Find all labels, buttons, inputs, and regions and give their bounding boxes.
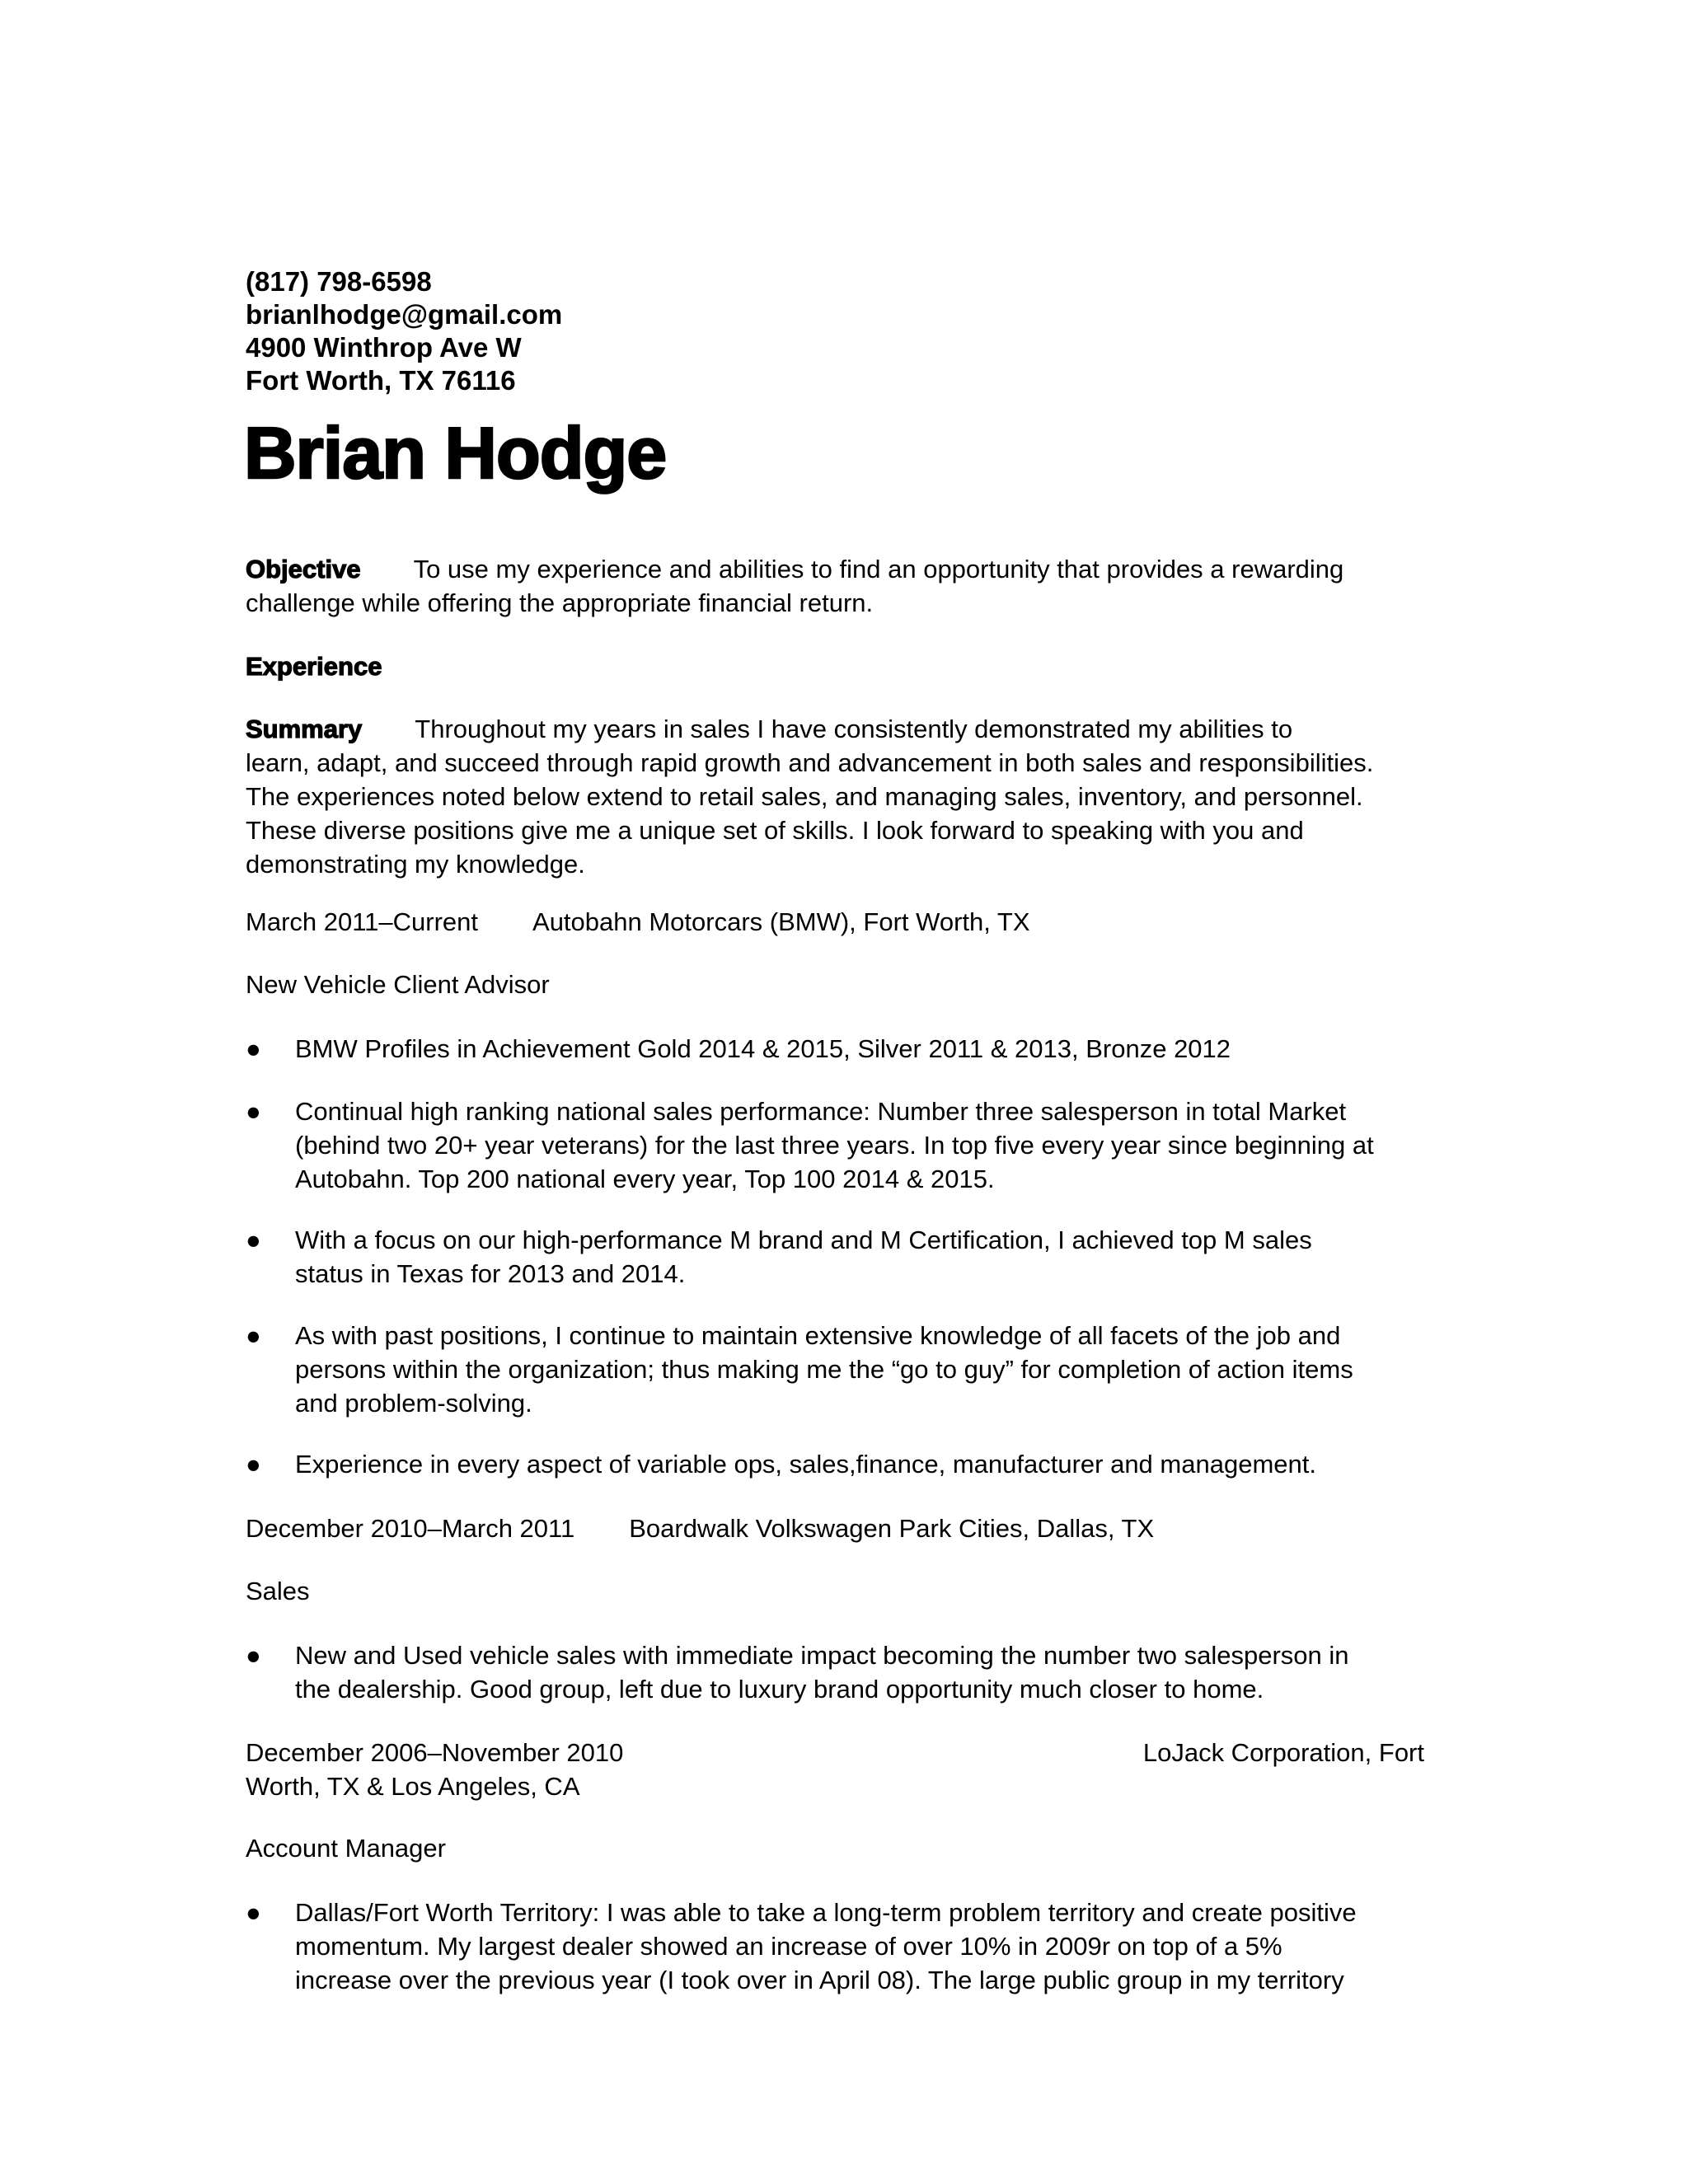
- bullet-text-line: As with past positions, I continue to maintain extensive knowledge of all facets of the job and: [295, 1321, 1341, 1350]
- objective-text-line: To use my experience and abilities to find an opportunity that provides a rewarding: [413, 555, 1344, 583]
- bullet-icon: ●: [246, 1034, 261, 1063]
- job-company: LoJack Corporation, Fort: [1142, 1738, 1424, 1767]
- job-company: Autobahn Motorcars (BMW), Fort Worth, TX: [532, 907, 1030, 936]
- street-address: 4900 Winthrop Ave W: [246, 332, 522, 363]
- job-dates: December 2010–March 2011: [246, 1514, 575, 1543]
- bullet-text-line: New and Used vehicle sales with immediate impact becoming the number two salesperson in: [295, 1641, 1349, 1670]
- bullet-icon: ●: [246, 1450, 261, 1479]
- bullet-text-line: the dealership. Good group, left due to luxury brand opportunity much closer to home.: [295, 1675, 1264, 1704]
- bullet-icon: ●: [246, 1641, 261, 1670]
- bullet-text-line: status in Texas for 2013 and 2014.: [295, 1259, 686, 1288]
- summary-text-line: Throughout my years in sales I have consistently demonstrated my abilities to: [415, 715, 1293, 743]
- job-title: Sales: [246, 1577, 310, 1605]
- bullet-text-line: With a focus on our high-performance M brand and M Certification, I achieved top M sales: [295, 1226, 1312, 1254]
- bullet-text-line: increase over the previous year (I took over in April 08). The large public group in my territory: [295, 1966, 1344, 1994]
- job-title: Account Manager: [246, 1834, 446, 1863]
- job-title-row: [246, 1831, 1424, 1865]
- objective-text-line: challenge while offering the appropriate financial return.: [246, 588, 874, 617]
- summary-text-line: The experiences noted below extend to retail sales, and managing sales, inventory, and personnel.: [246, 782, 1363, 811]
- job-company: Boardwalk Volkswagen Park Cities, Dallas, TX: [629, 1514, 1155, 1543]
- job-header: [246, 1736, 1424, 1803]
- summary-heading: Summary: [246, 715, 363, 743]
- summary-text-line: These diverse positions give me a unique set of skills. I look forward to speaking with you and: [246, 816, 1304, 845]
- contact-block: [246, 265, 562, 397]
- job-title: New Vehicle Client Advisor: [246, 970, 550, 999]
- job-header: [246, 1511, 1424, 1545]
- bullet-text-line: persons within the organization; thus making me the “go to guy” for completion of action items: [295, 1355, 1353, 1384]
- bullet-icon: ●: [246, 1097, 261, 1126]
- experience-section: [246, 649, 1424, 683]
- job-company-continued: Worth, TX & Los Angeles, CA: [246, 1772, 580, 1801]
- objective-section: [246, 552, 1424, 620]
- email-address: brianlhodge@gmail.com: [246, 299, 563, 330]
- job-header: [246, 905, 1424, 939]
- city-state-zip: Fort Worth, TX 76116: [246, 365, 516, 396]
- bullet-text-line: Continual high ranking national sales performance: Number three salesperson in total Market: [295, 1097, 1347, 1126]
- bullet-text-line: Experience in every aspect of variable ops, sales,finance, manufacturer and management.: [295, 1450, 1316, 1479]
- bullet-icon: ●: [246, 1321, 261, 1350]
- bullet-text-line: BMW Profiles in Achievement Gold 2014 & 2015, Silver 2011 & 2013, Bronze 2012: [295, 1034, 1231, 1063]
- summary-text-line: learn, adapt, and succeed through rapid growth and advancement in both sales and responsibilities.: [246, 748, 1374, 777]
- phone-number: (817) 798-6598: [246, 266, 432, 297]
- candidate-name: Brian Hodge: [244, 412, 667, 494]
- experience-heading: Experience: [246, 652, 382, 681]
- bullet-icon: ●: [246, 1898, 261, 1927]
- bullet-text-line: Autobahn. Top 200 national every year, Top 100 2014 & 2015.: [295, 1165, 995, 1193]
- summary-text-line: demonstrating my knowledge.: [246, 850, 585, 879]
- bullet-text-line: momentum. My largest dealer showed an increase of over 10% in 2009r on top of a 5%: [295, 1932, 1282, 1961]
- summary-section: [246, 712, 1424, 881]
- job-dates: December 2006–November 2010: [246, 1738, 624, 1767]
- bullet-text-line: and problem-solving.: [295, 1389, 532, 1418]
- job-title-row: [246, 968, 1424, 1001]
- job-title-row: [246, 1574, 1424, 1608]
- bullet-icon: ●: [246, 1226, 261, 1254]
- objective-heading: Objective: [246, 555, 361, 583]
- bullet-text-line: Dallas/Fort Worth Territory: I was able to take a long-term problem territory and create positive: [295, 1898, 1357, 1927]
- job-dates: March 2011–Current: [246, 907, 479, 936]
- bullet-text-line: (behind two 20+ year veterans) for the last three years. In top five every year since beginning at: [295, 1131, 1374, 1160]
